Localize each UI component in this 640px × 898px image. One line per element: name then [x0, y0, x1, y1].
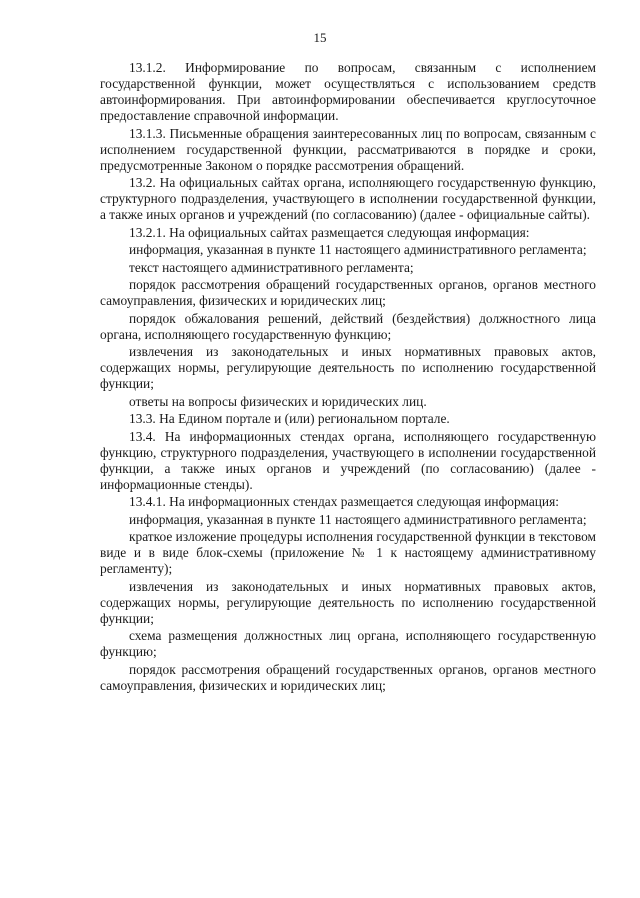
paragraph: информация, указанная в пункте 11 настоящего административного регламента; — [129, 511, 587, 527]
paragraph: извлечения из законодательных и иных нормативных правовых актов, содержащих нормы, регулирующие деятельность по исполнению государственной функции; — [100, 578, 596, 626]
paragraph: текст настоящего административного регламента; — [129, 259, 414, 275]
paragraph: порядок рассмотрения обращений государственных органов, органов местного самоуправления, физических и юридических лиц; — [100, 277, 596, 308]
paragraph: 13.4.1. На информационных стендах размещается следующая информация: — [129, 494, 559, 509]
paragraph: ответы на вопросы физических и юридических лиц. — [129, 393, 427, 409]
paragraph: схема размещения должностных лиц органа, исполняющего государственную функцию; — [100, 628, 596, 659]
paragraph: 13.2. На официальных сайтах органа, исполняющего государственную функцию, структурного подразделения, участвующего в исполнении государственной функции, а также иных органов и учреждений (по согласованию) (далее - официальные сайты). — [100, 175, 596, 222]
paragraph: краткое изложение процедуры исполнения государственной функции в текстовом виде и в виде блок-схемы (приложение № 1 к настоящему административному регламенту); — [100, 529, 596, 576]
paragraph: порядок рассмотрения обращений государственных органов, органов местного самоуправления, физических и юридических лиц; — [100, 661, 596, 693]
paragraph: информация, указанная в пункте 11 настоящего административного регламента; — [129, 242, 587, 257]
page-number: 15 — [313, 30, 327, 45]
paragraph: 13.2.1. На официальных сайтах размещается следующая информация: — [129, 224, 530, 240]
paragraph: 13.1.3. Письменные обращения заинтересованных лиц по вопросам, связанным с исполнением государственной функции, рассматриваются в порядке и сроки, предусмотренные Законом о порядке рассмотрения обращений. — [100, 125, 596, 173]
paragraph: 13.4. На информационных стендах органа, исполняющего государственную функцию, структурного подразделения, участвующего в исполнении государственной функции, а также иных органов и учреждений (по согласованию) (далее - информационные стенды). — [100, 428, 596, 492]
paragraph: извлечения из законодательных и иных нормативных правовых актов, содержащих нормы, регулирующие деятельность по исполнению государственной функции; — [100, 344, 596, 391]
paragraph: порядок обжалования решений, действий (бездействия) должностного лица органа, исполняющего государственную функцию; — [100, 310, 596, 342]
paragraph: 13.3. На Едином портале и (или) региональном портале. — [129, 411, 450, 426]
paragraph: 13.1.2. Информирование по вопросам, связанным с исполнением государственной функции, может осуществляться с использованием средств автоинформирования. При автоинформировании обеспечивается круглосуточное предоставление справочной информации. — [100, 60, 596, 123]
document-body — [100, 60, 596, 695]
